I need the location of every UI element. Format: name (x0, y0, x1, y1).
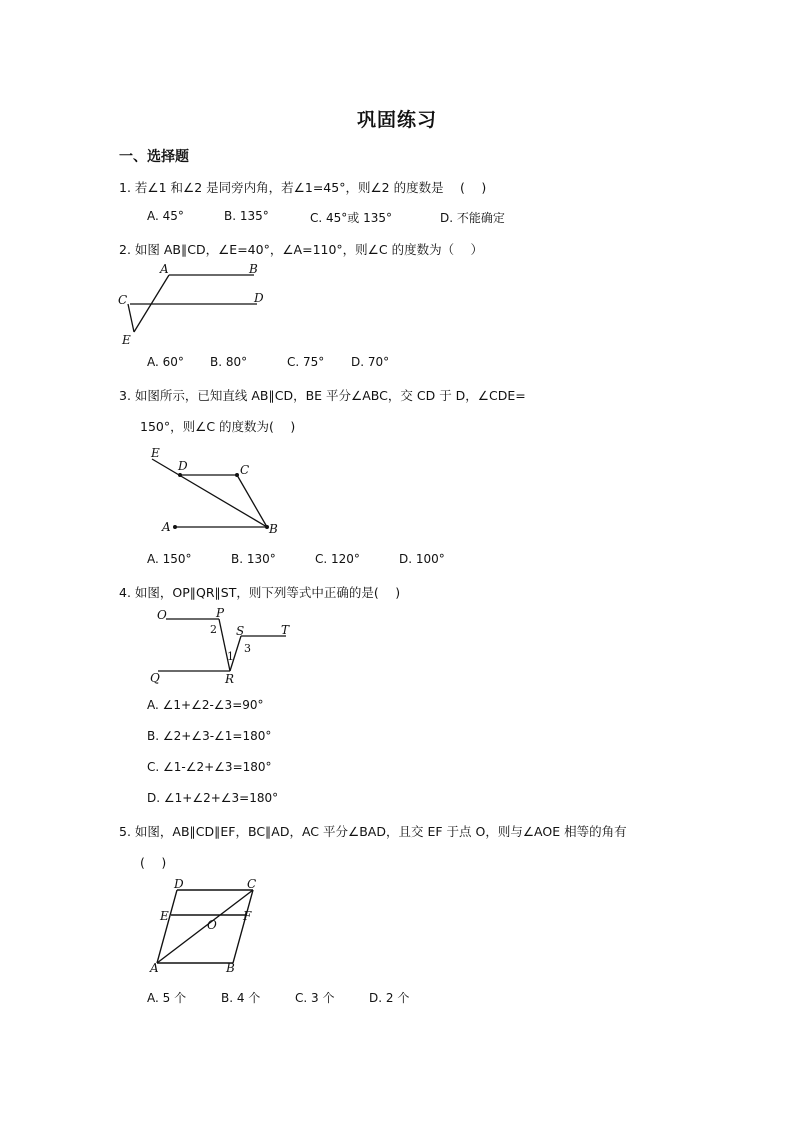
q5-segment-da (157, 890, 177, 963)
question-1-option-d: D. 不能确定 (440, 211, 505, 225)
q5-label-o: O (207, 918, 217, 932)
q5-segment-cb (233, 890, 253, 963)
question-5-option-a: A. 5 个 (147, 991, 187, 1005)
q4-label-t: T (281, 623, 290, 637)
question-3-option-d: D. 100° (399, 552, 445, 566)
question-2-option-a: A. 60° (147, 355, 184, 369)
q3-label-e: E (151, 446, 160, 460)
question-3-option-c: C. 120° (315, 552, 360, 566)
q5-label-e: E (160, 909, 169, 923)
question-4-option-b: B. ∠2+∠3-∠1=180° (147, 729, 272, 743)
q5-segment-ac (157, 890, 253, 963)
question-3-option-b: B. 130° (231, 552, 276, 566)
q3-label-b: B (269, 522, 278, 536)
q4-label-r: R (225, 672, 235, 686)
question-2-option-c: C. 75° (287, 355, 325, 369)
q5-label-f: F (243, 909, 252, 923)
q4-label-o: O (157, 608, 167, 622)
q5-label-c: C (247, 877, 257, 891)
q5-label-a: A (150, 961, 159, 975)
question-4-option-c: C. ∠1-∠2+∠3=180° (147, 760, 272, 774)
question-4-option-a: A. ∠1+∠2-∠3=90° (147, 698, 264, 712)
q2-label-a: A (160, 262, 169, 276)
question-3-stem-line-1: 3. 如图所示，已知直线 AB∥CD，BE 平分∠ABC，交 CD 于 D，∠CDE= (119, 388, 526, 403)
q5-label-b: B (226, 961, 235, 975)
section-heading: 一、选择题 (119, 149, 189, 165)
question-5-stem-line-2: ( ) (140, 855, 167, 870)
q3-label-d: D (178, 459, 188, 473)
question-2-option-b: B. 80° (210, 355, 248, 369)
q4-angle-3-label: 3 (244, 642, 251, 655)
page-title: 巩固练习 (356, 109, 437, 131)
q3-label-a: A (162, 520, 171, 534)
question-3-stem-line-2: 150°，则∠C 的度数为( ) (140, 419, 296, 434)
q5-label-d: D (174, 877, 184, 891)
q4-label-q: Q (150, 671, 160, 685)
question-2-stem: 2. 如图 AB∥CD，∠E=40°，∠A=110°，则∠C 的度数为（ ） (119, 242, 484, 257)
q2-label-e: E (122, 333, 131, 347)
question-5-option-d: D. 2 个 (369, 991, 410, 1005)
question-5-option-b: B. 4 个 (221, 991, 261, 1005)
question-4-option-d: D. ∠1+∠2+∠3=180° (147, 791, 279, 805)
question-5-option-c: C. 3 个 (295, 991, 335, 1005)
q3-label-c: C (240, 463, 250, 477)
q2-label-c: C (118, 293, 128, 307)
question-5-stem-line-1: 5. 如图，AB∥CD∥EF，BC∥AD，AC 平分∠BAD，且交 EF 于点 O，则与∠AOE 相等的角有 (119, 824, 627, 839)
q2-label-d: D (254, 291, 264, 305)
question-1-option-c: C. 45°或 135° (310, 211, 392, 225)
question-2-option-d: D. 70° (351, 355, 390, 369)
question-1-option-a: A. 45° (147, 209, 184, 223)
q2-label-b: B (249, 262, 258, 276)
q4-label-s: S (236, 624, 245, 638)
question-3-option-a: A. 150° (147, 552, 192, 566)
question-4-stem: 4. 如图，OP∥QR∥ST，则下列等式中正确的是( ) (119, 585, 401, 600)
q4-angle-2-label: 2 (210, 623, 217, 636)
q4-label-p: P (216, 606, 225, 620)
question-1-option-b: B. 135° (224, 209, 269, 223)
question-1-stem: 1. 若∠1 和∠2 是同旁内角，若∠1=45°，则∠2 的度数是 ( ) (119, 180, 487, 195)
q4-angle-1-label: 1 (227, 650, 234, 663)
